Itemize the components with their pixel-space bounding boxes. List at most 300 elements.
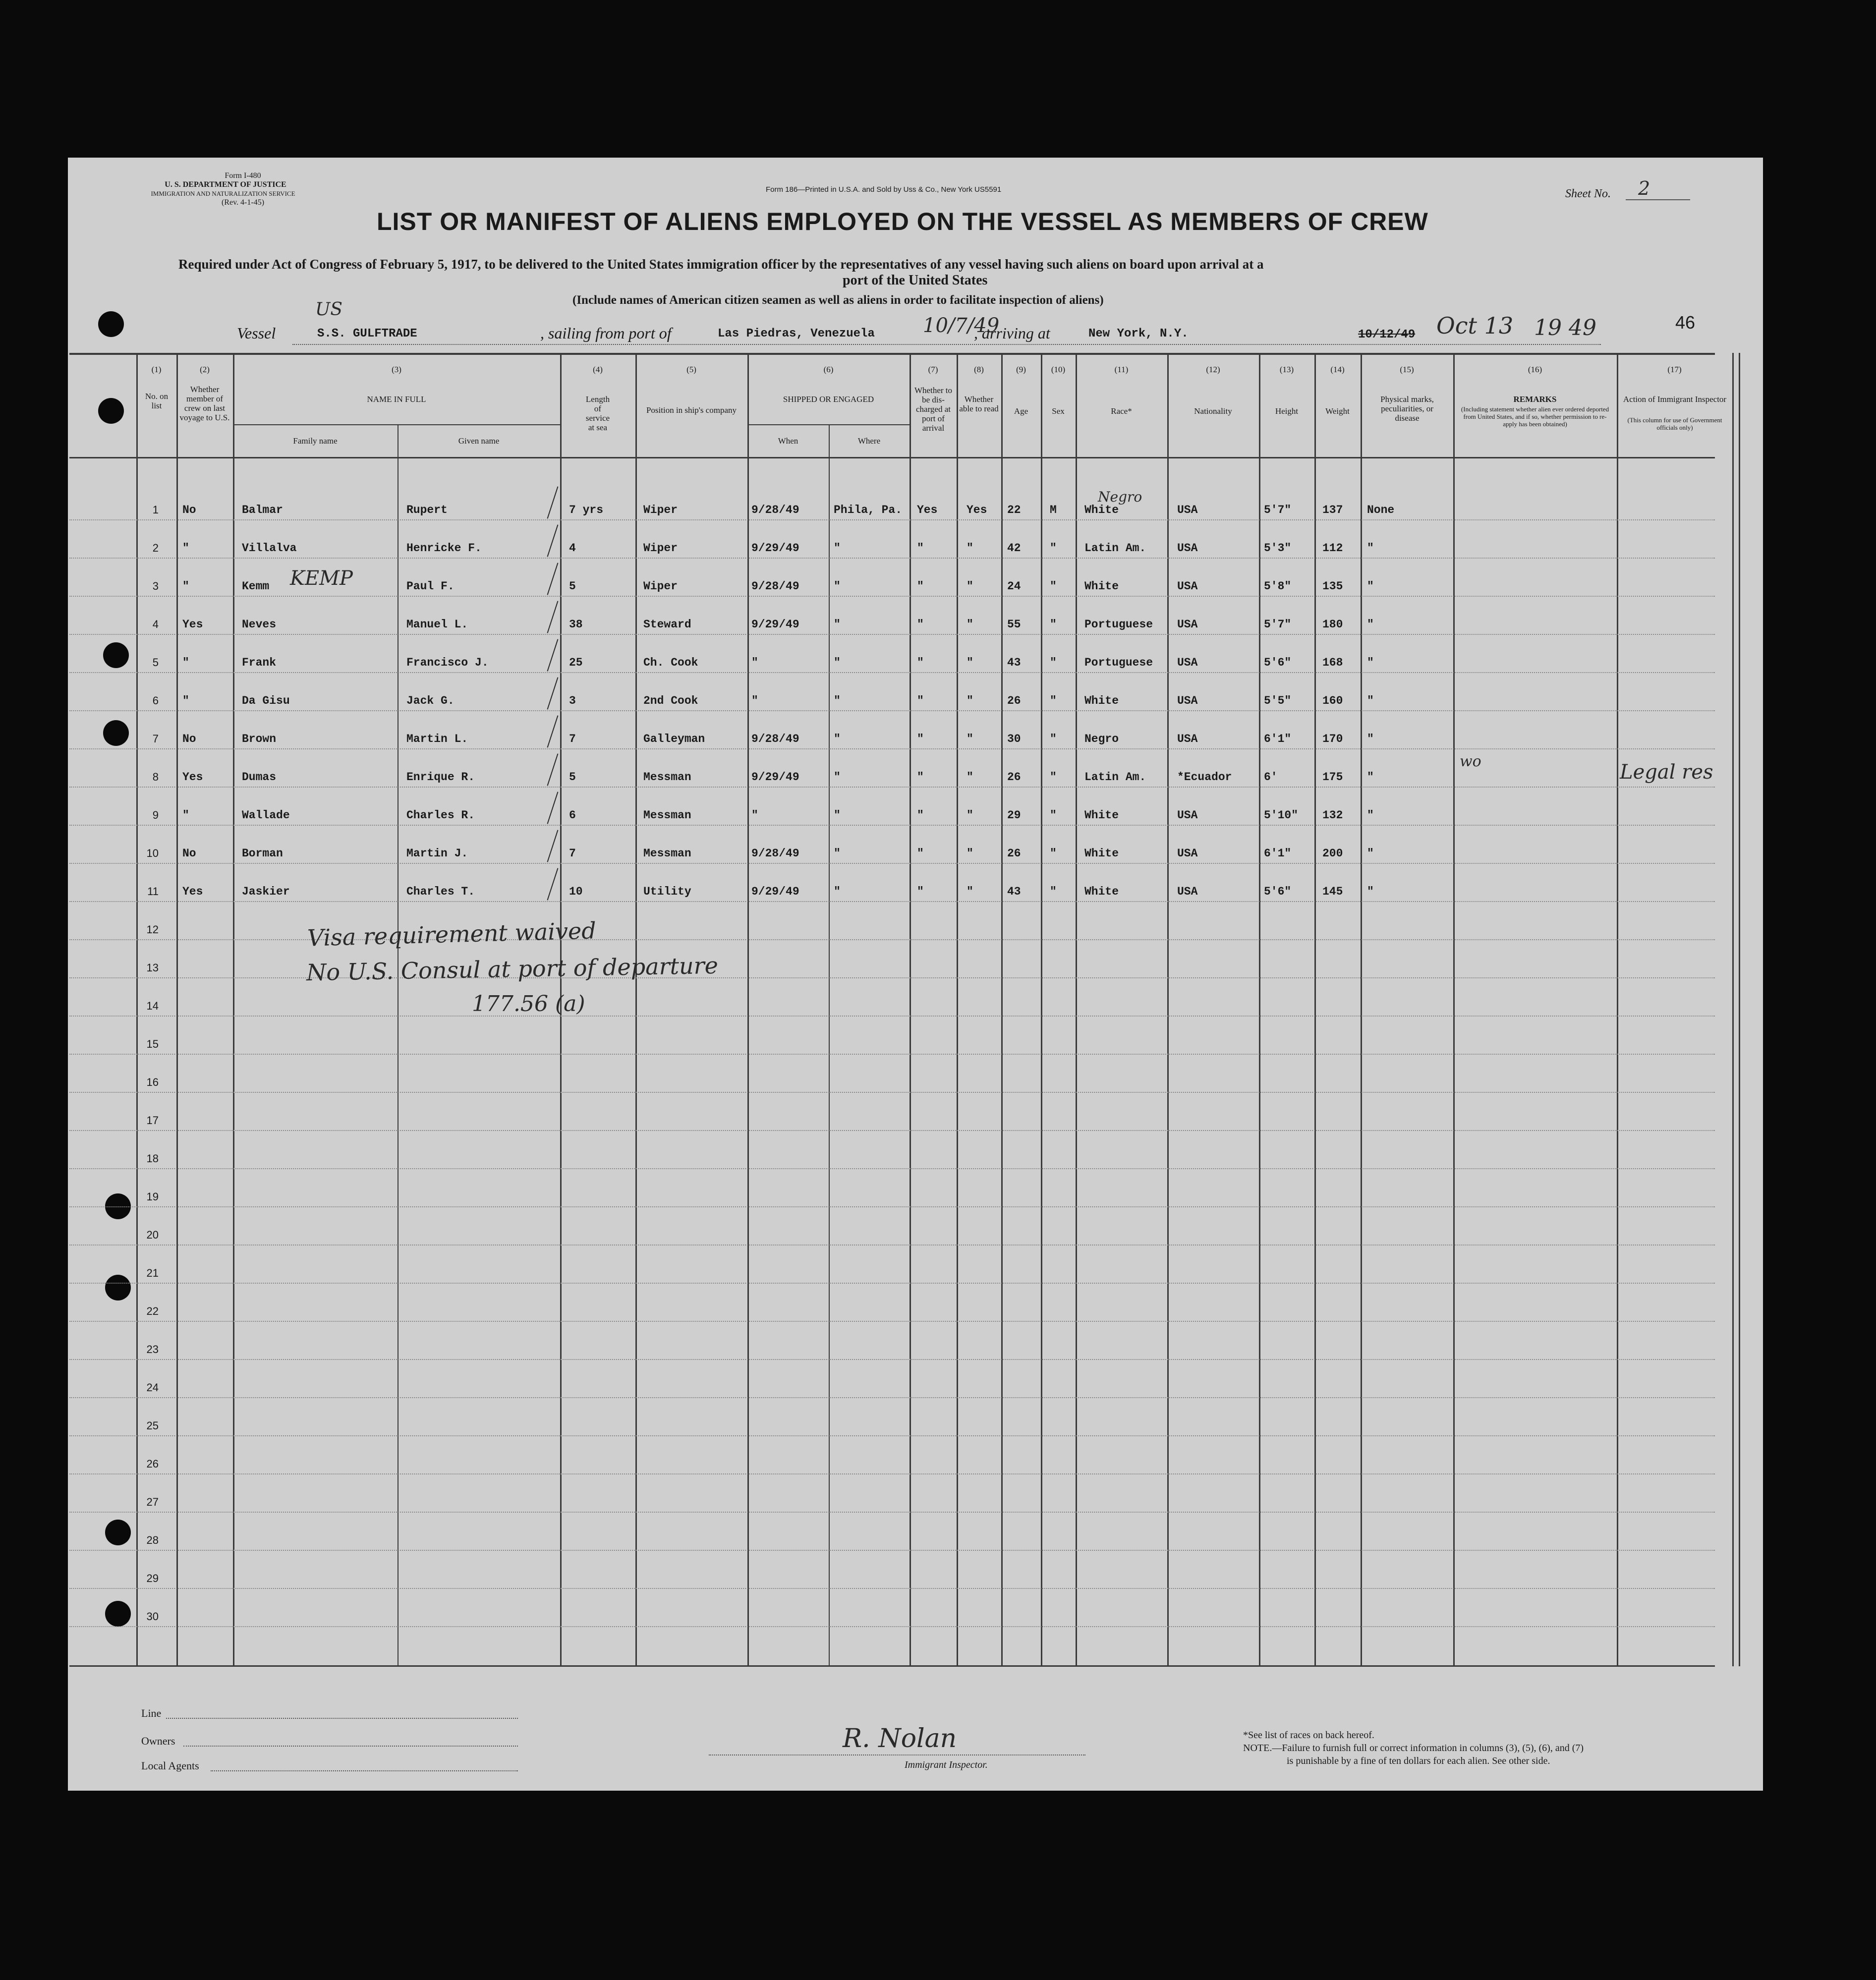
row-number: 24: [146, 1381, 159, 1394]
col-header-age: Age: [1014, 406, 1028, 416]
vessel-name: S.S. GULFTRADE: [317, 327, 417, 340]
col-header-no: No. on list: [145, 392, 169, 410]
row-last-voyage: ": [182, 580, 189, 593]
row-when: 9/29/49: [751, 618, 799, 631]
row-when: ": [751, 694, 758, 707]
departure-port: Las Piedras, Venezuela: [718, 327, 875, 340]
row-number: 29: [146, 1572, 159, 1584]
row-height: 5'10": [1264, 809, 1299, 822]
punch-hole: [98, 398, 124, 424]
row-ruling: [69, 863, 1715, 864]
row-physical-marks: ": [1367, 542, 1374, 555]
row-read: ": [966, 656, 973, 669]
row-read: ": [966, 733, 973, 745]
row-height: 5'7": [1264, 618, 1292, 631]
row-weight: 180: [1322, 618, 1343, 631]
row-given-name: Manuel L.: [406, 618, 468, 631]
arrival-port: New York, N.Y.: [1088, 327, 1189, 340]
row-action-handwritten: Legal res: [1620, 761, 1713, 784]
row-race: White: [1084, 504, 1119, 516]
row-ruling: [69, 558, 1715, 559]
col-number: (14): [1330, 365, 1345, 374]
row-ruling: [69, 1550, 1715, 1551]
row-race: White: [1084, 580, 1119, 593]
row-age: 29: [1007, 809, 1021, 822]
row-service: 38: [569, 618, 583, 631]
col-header-height: Height: [1275, 406, 1299, 416]
row-service: 5: [569, 580, 576, 593]
row-age: 43: [1007, 656, 1021, 669]
row-race: Portuguese: [1084, 656, 1153, 669]
row-last-voyage: ": [182, 809, 189, 822]
row-ruling: [69, 1130, 1715, 1131]
row-number: 30: [146, 1610, 159, 1623]
row-read: ": [966, 580, 973, 593]
col-header-family-name: Family name: [293, 436, 338, 446]
row-when: 9/29/49: [751, 885, 799, 898]
inspector-signature: R. Nolan: [843, 1724, 957, 1754]
row-where: ": [834, 580, 841, 593]
sailing-label: , sailing from port of: [540, 324, 672, 342]
col-header-position: Position in ship's company: [646, 405, 737, 415]
row-number: 22: [146, 1305, 159, 1317]
row-given-name: Martin J.: [406, 847, 468, 860]
row-position: Ch. Cook: [643, 656, 698, 669]
row-discharged: ": [917, 809, 924, 822]
department: U. S. DEPARTMENT OF JUSTICE: [165, 180, 286, 189]
punch-hole: [105, 1601, 131, 1627]
col-divider: [1001, 353, 1003, 1666]
row-weight: 160: [1322, 694, 1343, 707]
col-header-where: Where: [857, 436, 881, 446]
row-height: 5'8": [1264, 580, 1292, 593]
col-number: (15): [1400, 365, 1414, 374]
row-where: ": [834, 885, 841, 898]
row-weight: 175: [1322, 771, 1343, 784]
row-number: 6: [152, 694, 159, 707]
row-race: Negro: [1084, 733, 1119, 745]
row-service: 25: [569, 656, 583, 669]
row-discharged: ": [917, 694, 924, 707]
row-when: 9/28/49: [751, 504, 799, 516]
row-position: Wiper: [643, 542, 678, 555]
row-nationality: *Ecuador: [1177, 771, 1232, 784]
row-family-name: Kemm: [242, 580, 270, 593]
row-weight: 135: [1322, 580, 1343, 593]
row-service: 7: [569, 847, 576, 860]
row-read: ": [966, 771, 973, 784]
row-where: ": [834, 809, 841, 822]
col-header-when: When: [778, 436, 798, 446]
row-position: Messman: [643, 847, 691, 860]
row-given-name: Rupert: [406, 504, 448, 516]
col-number: (2): [200, 365, 210, 374]
punch-hole: [105, 1520, 131, 1545]
row-discharged: ": [917, 542, 924, 555]
sheet-underline: [1626, 199, 1690, 200]
row-age: 24: [1007, 580, 1021, 593]
races-note: *See list of races on back hereof.: [1243, 1730, 1374, 1741]
col-header-discharged: Whether to be dis-charged at port of arrival: [914, 386, 952, 433]
row-service: 7 yrs: [569, 504, 604, 516]
vessel-handwritten-prefix: US: [315, 299, 343, 320]
row-ruling: [69, 1359, 1715, 1360]
row-nationality: USA: [1177, 580, 1198, 593]
table-top-border: [69, 353, 1715, 355]
row-physical-marks: ": [1367, 694, 1374, 707]
col-divider: [957, 353, 958, 1666]
col-header-remarks: REMARKS: [1513, 395, 1557, 404]
row-family-name: Borman: [242, 847, 283, 860]
row-family-name: Jaskier: [242, 885, 290, 898]
row-family-name: Wallade: [242, 809, 290, 822]
row-ruling: [69, 1512, 1715, 1513]
row-nationality: USA: [1177, 733, 1198, 745]
punch-hole: [98, 311, 124, 337]
footer-agents-field: [211, 1770, 518, 1771]
row-nationality: USA: [1177, 542, 1198, 555]
col-number: (7): [928, 365, 938, 374]
row-height: 5'7": [1264, 504, 1292, 516]
visa-note: Visa requirement waived: [307, 917, 597, 952]
row-remarks-handwritten: wo: [1460, 753, 1481, 770]
row-height: 6'1": [1264, 733, 1292, 745]
col-number: (1): [151, 365, 162, 374]
col-divider: [233, 353, 234, 1666]
row-number: 7: [152, 733, 159, 745]
row-physical-marks: ": [1367, 771, 1374, 784]
row-read: ": [966, 542, 973, 555]
row-given-name: Martin L.: [406, 733, 468, 745]
row-sex: ": [1050, 809, 1057, 822]
col-header-service: Length of service at sea: [585, 395, 610, 432]
row-read: ": [966, 809, 973, 822]
row-service: 6: [569, 809, 576, 822]
col-divider: [1361, 353, 1362, 1666]
row-number: 23: [146, 1343, 159, 1356]
row-where: Phila, Pa.: [834, 504, 903, 516]
row-discharged: ": [917, 771, 924, 784]
row-number: 20: [146, 1229, 159, 1241]
row-nationality: USA: [1177, 847, 1198, 860]
row-last-voyage: Yes: [182, 618, 203, 631]
col-divider: [1259, 353, 1260, 1666]
row-physical-marks: ": [1367, 885, 1374, 898]
subtitle-line-1: Required under Act of Congress of February 5, 1917, to be delivered to the United States immigration officer by the representatives of any vessel having such aliens on board upon arrival at a: [178, 257, 1264, 272]
row-given-name: Enrique R.: [406, 771, 475, 784]
row-where: ": [834, 656, 841, 669]
col-header-remarks-note: (Including statement whether alien ever ordered deported from United States, and if so, whether permission to re-apply has been obtained): [1461, 405, 1609, 428]
row-discharged: ": [917, 733, 924, 745]
col-header-action-note: (This column for use of Government officials only): [1627, 416, 1722, 431]
row-last-voyage: No: [182, 733, 196, 745]
row-sex: ": [1050, 580, 1057, 593]
row-when: ": [751, 809, 758, 822]
row-ruling: [69, 1206, 1715, 1207]
row-discharged: ": [917, 580, 924, 593]
col-number: (9): [1016, 365, 1026, 374]
row-nationality: USA: [1177, 656, 1198, 669]
fine-note-1: NOTE.—Failure to furnish full or correct information in columns (3), (5), (6), and (7): [1243, 1743, 1584, 1754]
row-race-handwritten: Negro: [1098, 489, 1142, 505]
row-where: ": [834, 694, 841, 707]
col-number: (12): [1206, 365, 1220, 374]
row-where: ": [834, 771, 841, 784]
row-ruling: [69, 1283, 1715, 1284]
row-race: White: [1084, 694, 1119, 707]
row-race: White: [1084, 809, 1119, 822]
col-header-race: Race*: [1111, 406, 1132, 416]
row-number: 16: [146, 1076, 159, 1088]
page-number: 46: [1675, 312, 1696, 333]
row-number: 1: [152, 504, 159, 516]
col-number: (8): [974, 365, 984, 374]
row-last-voyage: ": [182, 542, 189, 555]
row-family-name: Da Gisu: [242, 694, 290, 707]
row-position: Messman: [643, 771, 691, 784]
row-number: 17: [146, 1114, 159, 1127]
row-family-name: Balmar: [242, 504, 283, 516]
row-ruling: [69, 672, 1715, 673]
punch-hole: [103, 642, 129, 668]
row-ruling: [69, 1626, 1715, 1627]
row-weight: 145: [1322, 885, 1343, 898]
row-family-name-handwritten: KEMP: [290, 567, 353, 590]
row-race: Latin Am.: [1084, 771, 1146, 784]
row-sex: ": [1050, 885, 1057, 898]
col-divider: [910, 353, 911, 1666]
row-number: 28: [146, 1534, 159, 1546]
row-service: 7: [569, 733, 576, 745]
row-ruling: [69, 1588, 1715, 1589]
row-height: 6': [1264, 771, 1278, 784]
col-divider: [1453, 353, 1455, 1666]
row-position: Utility: [643, 885, 691, 898]
row-position: Steward: [643, 618, 691, 631]
col-number: (3): [392, 365, 401, 374]
row-given-name: Paul F.: [406, 580, 455, 593]
row-physical-marks: ": [1367, 580, 1374, 593]
row-number: 11: [147, 885, 159, 898]
col-header-sex: Sex: [1052, 406, 1065, 416]
punch-hole: [103, 720, 129, 746]
row-ruling: [69, 1168, 1715, 1169]
row-number: 5: [152, 656, 159, 669]
row-position: 2nd Cook: [643, 694, 698, 707]
row-sex: ": [1050, 618, 1057, 631]
row-height: 5'5": [1264, 694, 1292, 707]
page-title: LIST OR MANIFEST OF ALIENS EMPLOYED ON THE VESSEL AS MEMBERS OF CREW: [377, 208, 1428, 235]
row-when: 9/29/49: [751, 771, 799, 784]
row-service: 3: [569, 694, 576, 707]
printer-line: Form 186—Printed in U.S.A. and Sold by Uss & Co., New York US5591: [766, 185, 1002, 194]
fine-note-2: is punishable by a fine of ten dollars for each alien. See other side.: [1287, 1755, 1550, 1766]
row-physical-marks: ": [1367, 733, 1374, 745]
struck-date: 10/12/49: [1358, 328, 1416, 341]
col-header-last-voyage: Whether member of crew on last voyage to U.S.: [179, 385, 230, 422]
row-ruling: [69, 1092, 1715, 1093]
row-ruling: [69, 1016, 1715, 1017]
col-divider: [1314, 353, 1316, 1666]
inspector-label: Immigrant Inspector.: [905, 1759, 988, 1770]
row-position: Wiper: [643, 504, 678, 516]
subtitle-line-2: port of the United States: [843, 273, 988, 288]
row-last-voyage: No: [182, 504, 196, 516]
footer-agents-label: Local Agents: [141, 1759, 199, 1772]
row-physical-marks: None: [1367, 504, 1395, 516]
row-ruling: [69, 1397, 1715, 1398]
arriving-label: , arriving at: [974, 324, 1050, 342]
row-race: Latin Am.: [1084, 542, 1146, 555]
regulation-note: 177.56 (a): [472, 991, 585, 1017]
row-sex: M: [1050, 504, 1057, 516]
consul-note: No U.S. Consul at port of departure: [306, 952, 719, 986]
row-when: 9/28/49: [751, 733, 799, 745]
row-age: 55: [1007, 618, 1021, 631]
table-bottom-border: [69, 1665, 1715, 1667]
row-where: ": [834, 847, 841, 860]
row-discharged: ": [917, 847, 924, 860]
row-number: 12: [146, 923, 159, 936]
row-ruling: [69, 825, 1715, 826]
row-number: 19: [146, 1190, 159, 1203]
sheet-number: 2: [1638, 177, 1650, 199]
row-given-name: Francisco J.: [406, 656, 489, 669]
col-header-nationality: Nationality: [1194, 406, 1232, 416]
row-sex: ": [1050, 694, 1057, 707]
revision: (Rev. 4-1-45): [221, 198, 265, 207]
row-ruling: [69, 901, 1715, 902]
col-divider: [1732, 353, 1734, 1666]
row-nationality: USA: [1177, 885, 1198, 898]
col-header-name: NAME IN FULL: [367, 395, 426, 404]
row-nationality: USA: [1177, 618, 1198, 631]
row-when: 9/28/49: [751, 580, 799, 593]
row-height: 5'6": [1264, 885, 1292, 898]
vessel-underline: [292, 344, 1601, 345]
row-physical-marks: ": [1367, 656, 1374, 669]
col-header-shipped: SHIPPED OR ENGAGED: [783, 395, 874, 404]
row-ruling: [69, 710, 1715, 711]
row-age: 26: [1007, 847, 1021, 860]
row-weight: 137: [1322, 504, 1343, 516]
row-service: 5: [569, 771, 576, 784]
row-read: ": [966, 694, 973, 707]
shipped-subheader-line: [747, 424, 910, 425]
row-number: 25: [146, 1419, 159, 1432]
arrival-date-handwritten: Oct 13: [1436, 312, 1514, 339]
row-last-voyage: ": [182, 656, 189, 669]
row-weight: 170: [1322, 733, 1343, 745]
row-read: ": [966, 847, 973, 860]
service: IMMIGRATION AND NATURALIZATION SERVICE: [151, 190, 295, 197]
col-divider: [829, 425, 830, 1666]
footer-line-label: Line: [141, 1707, 162, 1719]
row-service: 4: [569, 542, 576, 555]
col-header-given-name: Given name: [458, 436, 500, 446]
col-number: (16): [1528, 365, 1542, 374]
row-weight: 112: [1322, 542, 1343, 555]
col-number: (17): [1667, 365, 1682, 374]
row-height: 5'6": [1264, 656, 1292, 669]
row-ruling: [69, 1321, 1715, 1322]
col-divider: [176, 353, 178, 1666]
row-race: Portuguese: [1084, 618, 1153, 631]
row-ruling: [69, 596, 1715, 597]
row-where: ": [834, 618, 841, 631]
row-ruling: [69, 519, 1715, 520]
row-physical-marks: ": [1367, 809, 1374, 822]
row-sex: ": [1050, 847, 1057, 860]
col-header-physical-marks: Physical marks, peculiarities, or disease: [1380, 395, 1434, 423]
row-sex: ": [1050, 542, 1057, 555]
row-last-voyage: Yes: [182, 771, 203, 784]
row-number: 18: [146, 1152, 159, 1165]
sail-date-handwritten: 10/7/49: [923, 314, 1000, 337]
row-weight: 200: [1322, 847, 1343, 860]
row-number: 9: [152, 809, 159, 821]
row-ruling: [69, 748, 1715, 749]
subtitle-line-3: (Include names of American citizen seamen as well as aliens in order to facilitate inspection of aliens): [572, 293, 1104, 307]
row-last-voyage: No: [182, 847, 196, 860]
row-given-name: Henricke F.: [406, 542, 482, 555]
row-read: Yes: [966, 504, 987, 516]
row-number: 21: [146, 1267, 159, 1279]
col-header-weight: Weight: [1325, 406, 1350, 416]
row-ruling: [69, 1054, 1715, 1055]
sheet-label: Sheet No.: [1565, 187, 1611, 200]
row-age: 30: [1007, 733, 1021, 745]
row-family-name: Villalva: [242, 542, 297, 555]
row-number: 27: [146, 1496, 159, 1508]
row-discharged: ": [917, 885, 924, 898]
row-discharged: ": [917, 618, 924, 631]
col-header-read: Whether able to read: [959, 395, 999, 413]
row-family-name: Neves: [242, 618, 277, 631]
row-height: 6'1": [1264, 847, 1292, 860]
row-read: ": [966, 885, 973, 898]
row-number: 13: [146, 962, 159, 974]
row-ruling: [69, 634, 1715, 635]
row-age: 42: [1007, 542, 1021, 555]
col-divider: [1041, 353, 1042, 1666]
row-number: 3: [152, 580, 159, 592]
row-given-name: Charles R.: [406, 809, 475, 822]
col-divider: [1617, 353, 1618, 1666]
row-sex: ": [1050, 733, 1057, 745]
row-position: Wiper: [643, 580, 678, 593]
col-divider: [1167, 353, 1169, 1666]
col-divider: [747, 353, 749, 1666]
name-subheader-line: [233, 424, 560, 425]
col-divider: [635, 353, 637, 1666]
row-where: ": [834, 542, 841, 555]
row-age: 43: [1007, 885, 1021, 898]
col-divider: [1739, 353, 1740, 1666]
row-sex: ": [1050, 771, 1057, 784]
row-number: 8: [152, 771, 159, 783]
row-ruling: [69, 1473, 1715, 1474]
inspector-signature-line: [709, 1754, 1085, 1755]
col-header-action: Action of Immigrant Inspector: [1623, 395, 1727, 404]
row-number: 2: [152, 542, 159, 554]
row-sex: ": [1050, 656, 1057, 669]
col-number: (13): [1279, 365, 1294, 374]
vessel-label: Vessel: [237, 324, 276, 342]
row-race: White: [1084, 847, 1119, 860]
table-header-bottom-border: [69, 457, 1715, 458]
row-last-voyage: ": [182, 694, 189, 707]
